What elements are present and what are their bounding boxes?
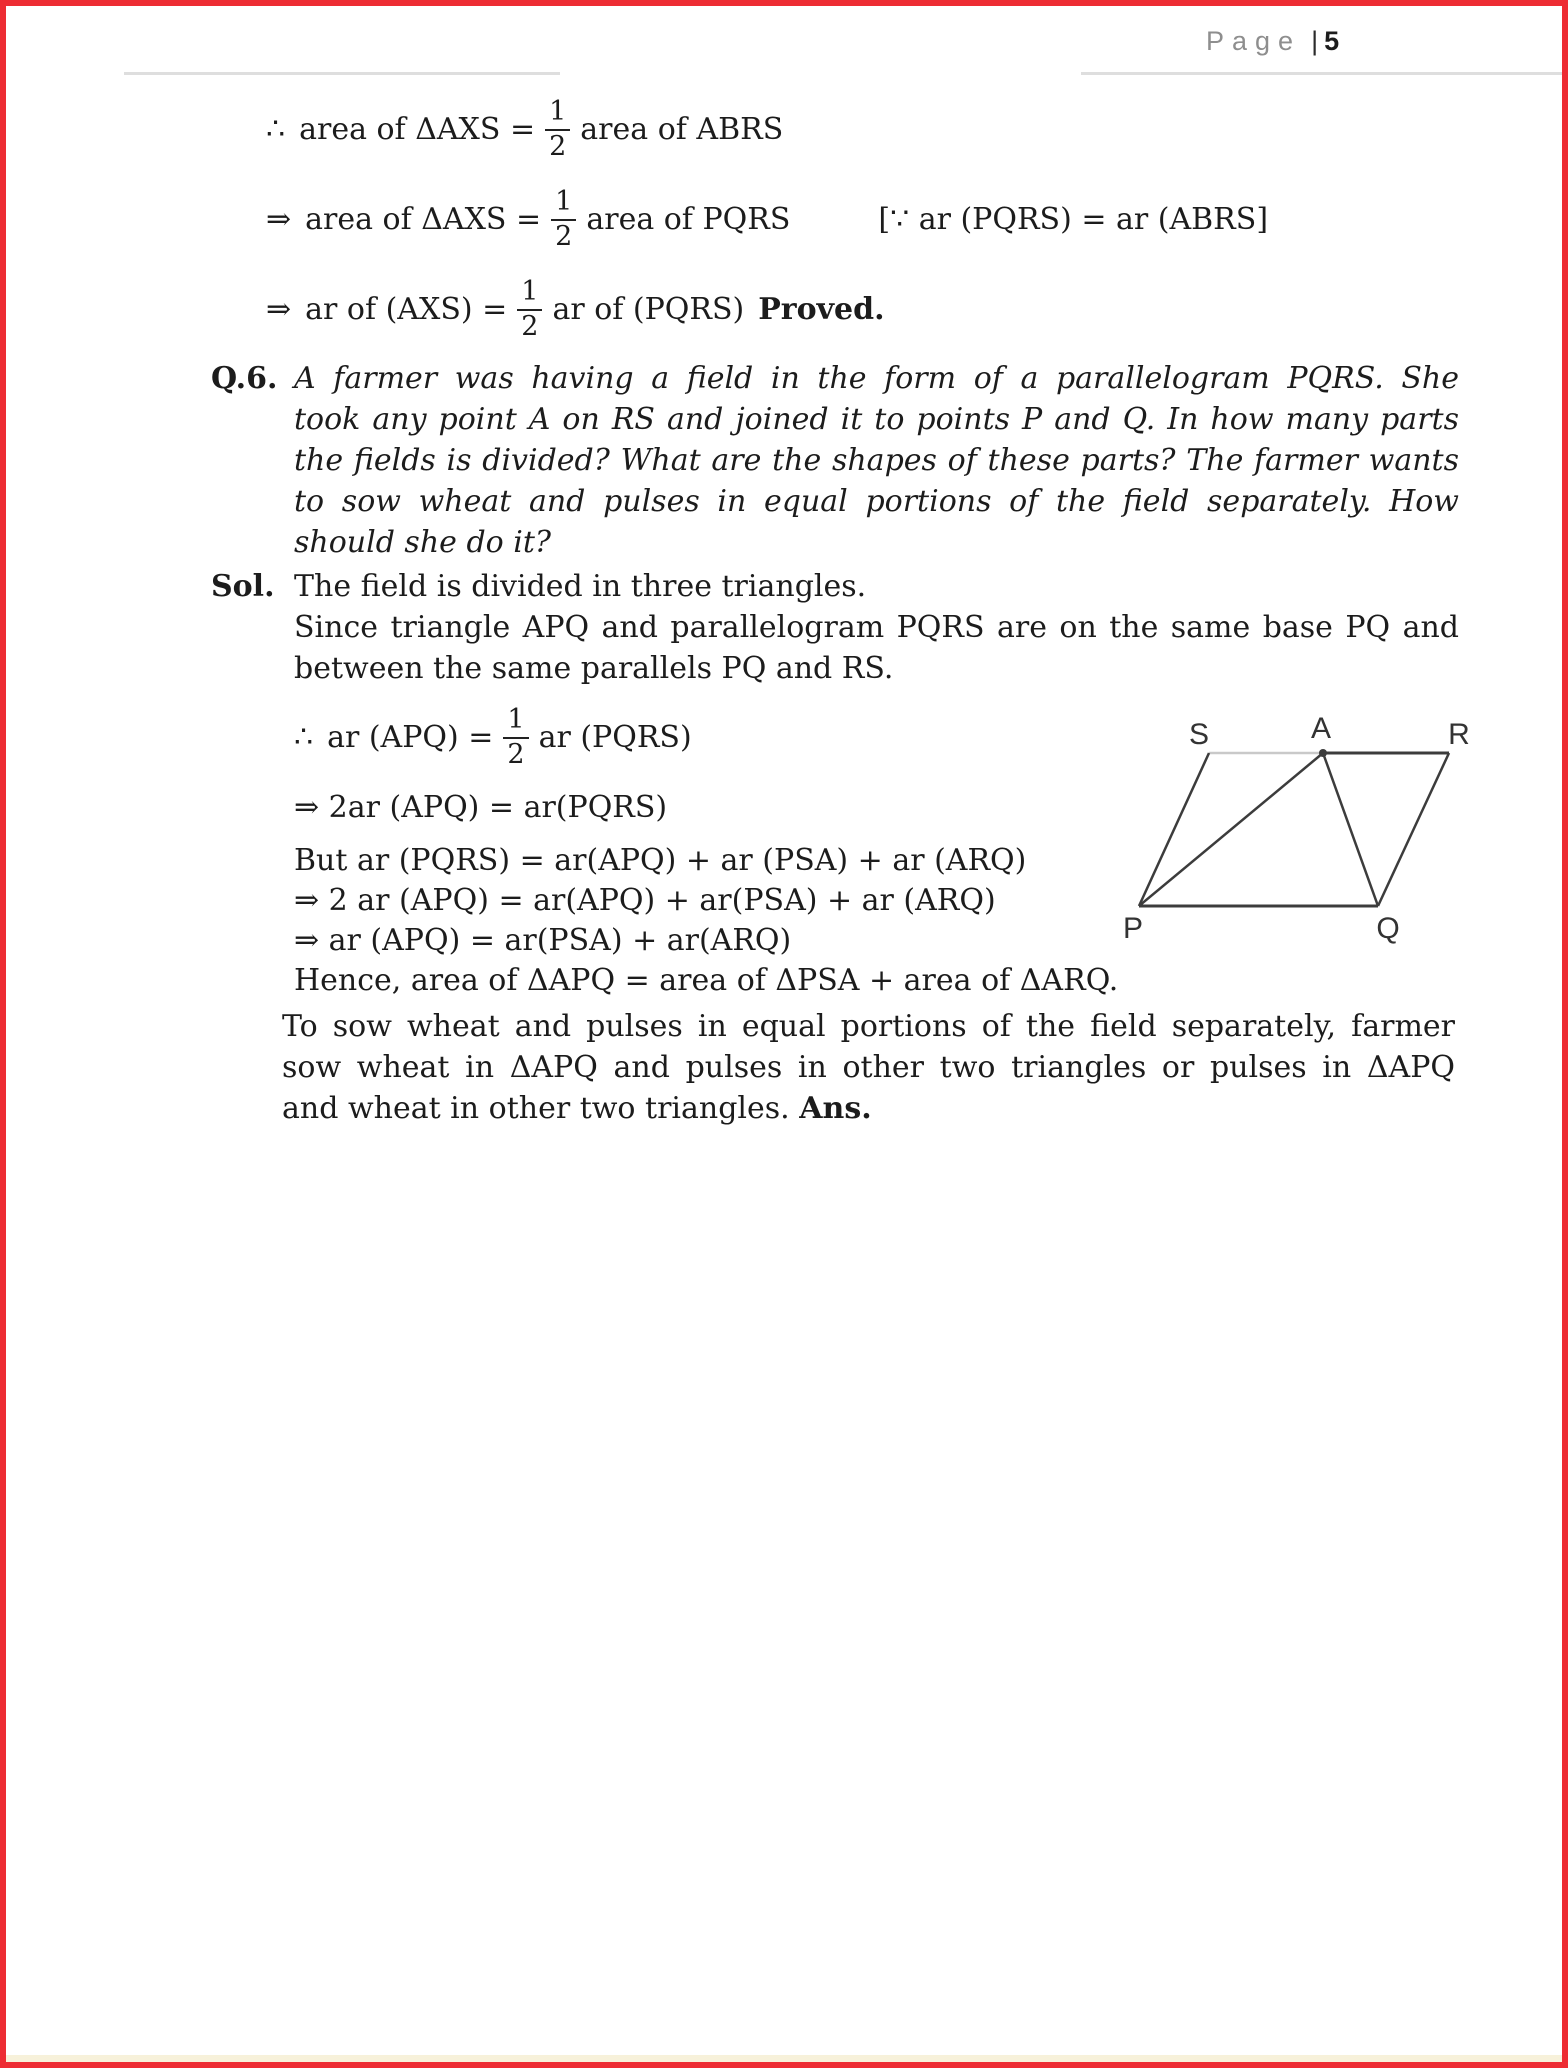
fraction-numerator: 1 (517, 277, 542, 311)
derivation-line: ⇒ 2 ar (APQ) = ar(APQ) + ar(PSA) + ar (ARQ) (294, 883, 996, 918)
parallelogram-diagram (1106, 706, 1486, 951)
closing-line (282, 1088, 1455, 1129)
segment-ap (1139, 753, 1323, 906)
question-number: Q.6. (211, 361, 278, 396)
question-line: A farmer was having a field in the form of a parallelogram PQRS. She (294, 361, 1459, 396)
page-indicator (1206, 26, 1339, 57)
header-rule-left (124, 72, 560, 75)
equation-right: area of ABRS (580, 111, 784, 147)
vertex-label-q: Q (1376, 912, 1400, 945)
fraction-numerator: 1 (551, 187, 576, 221)
fraction (503, 705, 528, 769)
equation-right: area of PQRS (586, 201, 791, 237)
solution-line: Since triangle APQ and parallelogram PQRS are on the same base PQ and (294, 610, 1459, 645)
segment-aq (1323, 753, 1378, 906)
fraction-denominator: 2 (521, 310, 539, 342)
implies-symbol: ⇒ (266, 201, 292, 237)
closing-line-text: and wheat in other two triangles. (282, 1091, 790, 1126)
question-line: to sow wheat and pulses in equal portions of the field separately. How (294, 484, 1459, 519)
equation-left: area of ΔAXS = (299, 111, 536, 147)
equation-right: ar of (PQRS) (552, 291, 745, 327)
fraction-denominator: 2 (507, 738, 525, 770)
fraction (551, 187, 576, 251)
fraction-denominator: 2 (549, 130, 567, 162)
derivation-line: ⇒ 2ar (APQ) = ar(PQRS) (294, 790, 668, 825)
bottom-edge-tint (6, 2055, 1562, 2062)
closing-line: sow wheat in ΔAPQ and pulses in other two triangles or pulses in ΔAPQ (282, 1050, 1455, 1085)
fraction-denominator: 2 (555, 220, 573, 252)
solution-block (211, 566, 1459, 689)
closing-paragraph (282, 1006, 1455, 1129)
derivation-line: ⇒ ar (APQ) = ar(PSA) + ar(ARQ) (294, 923, 792, 958)
therefore-symbol: ∴ (266, 111, 286, 147)
top-equation-block (266, 84, 1268, 354)
page-word: Page (1206, 26, 1302, 56)
derivation-block (294, 692, 1118, 1001)
solution-line: between the same parallels PQ and RS. (294, 651, 894, 686)
question-line: should she do it? (294, 525, 551, 560)
equation-right: ar (PQRS) (538, 719, 692, 755)
point-a-dot (1319, 749, 1327, 757)
question-block (211, 358, 1459, 563)
vertex-label-p: P (1122, 912, 1144, 945)
fraction-numerator: 1 (503, 705, 528, 739)
fraction (517, 277, 542, 341)
vertex-label-s: S (1188, 718, 1210, 751)
page-number: 5 (1324, 26, 1340, 56)
equation-line (294, 692, 1118, 782)
edge-rq (1378, 753, 1449, 906)
equation-left: ar of (AXS) = (305, 291, 508, 327)
equation-line (266, 264, 1268, 354)
derivation-line: But ar (PQRS) = ar(APQ) + ar (PSA) + ar (ARQ) (294, 843, 1027, 878)
equation-side-note: [∵ ar (PQRS) = ar (ABRS] (878, 201, 1269, 237)
question-line: the fields is divided? What are the shapes of these parts? The farmer wants (294, 443, 1459, 478)
equation-line (266, 174, 1268, 264)
equation-line (266, 84, 1268, 174)
equation-left: area of ΔAXS = (305, 201, 542, 237)
vertex-label-r: R (1448, 718, 1470, 751)
question-line: took any point A on RS and joined it to points P and Q. In how many parts (294, 402, 1459, 437)
implies-symbol: ⇒ (266, 291, 292, 327)
solution-label: Sol. (211, 569, 275, 604)
solution-text (294, 566, 1459, 689)
closing-line: To sow wheat and pulses in equal portions of the field separately, farmer (282, 1009, 1455, 1044)
question-text (294, 358, 1459, 563)
derivation-line: Hence, area of ΔAPQ = area of ΔPSA + area of ΔARQ. (294, 963, 1119, 998)
page-divider: | (1311, 26, 1319, 56)
answer-label: Ans. (799, 1091, 872, 1126)
fraction-numerator: 1 (545, 97, 570, 131)
edge-sp (1139, 753, 1209, 906)
header-rule-right (1081, 72, 1562, 75)
therefore-symbol: ∴ (294, 719, 314, 755)
vertex-label-a: A (1310, 712, 1332, 745)
proved-label: Proved. (758, 291, 885, 327)
equation-left: ar (APQ) = (327, 719, 494, 755)
fraction (545, 97, 570, 161)
solution-line: The field is divided in three triangles. (294, 569, 867, 604)
